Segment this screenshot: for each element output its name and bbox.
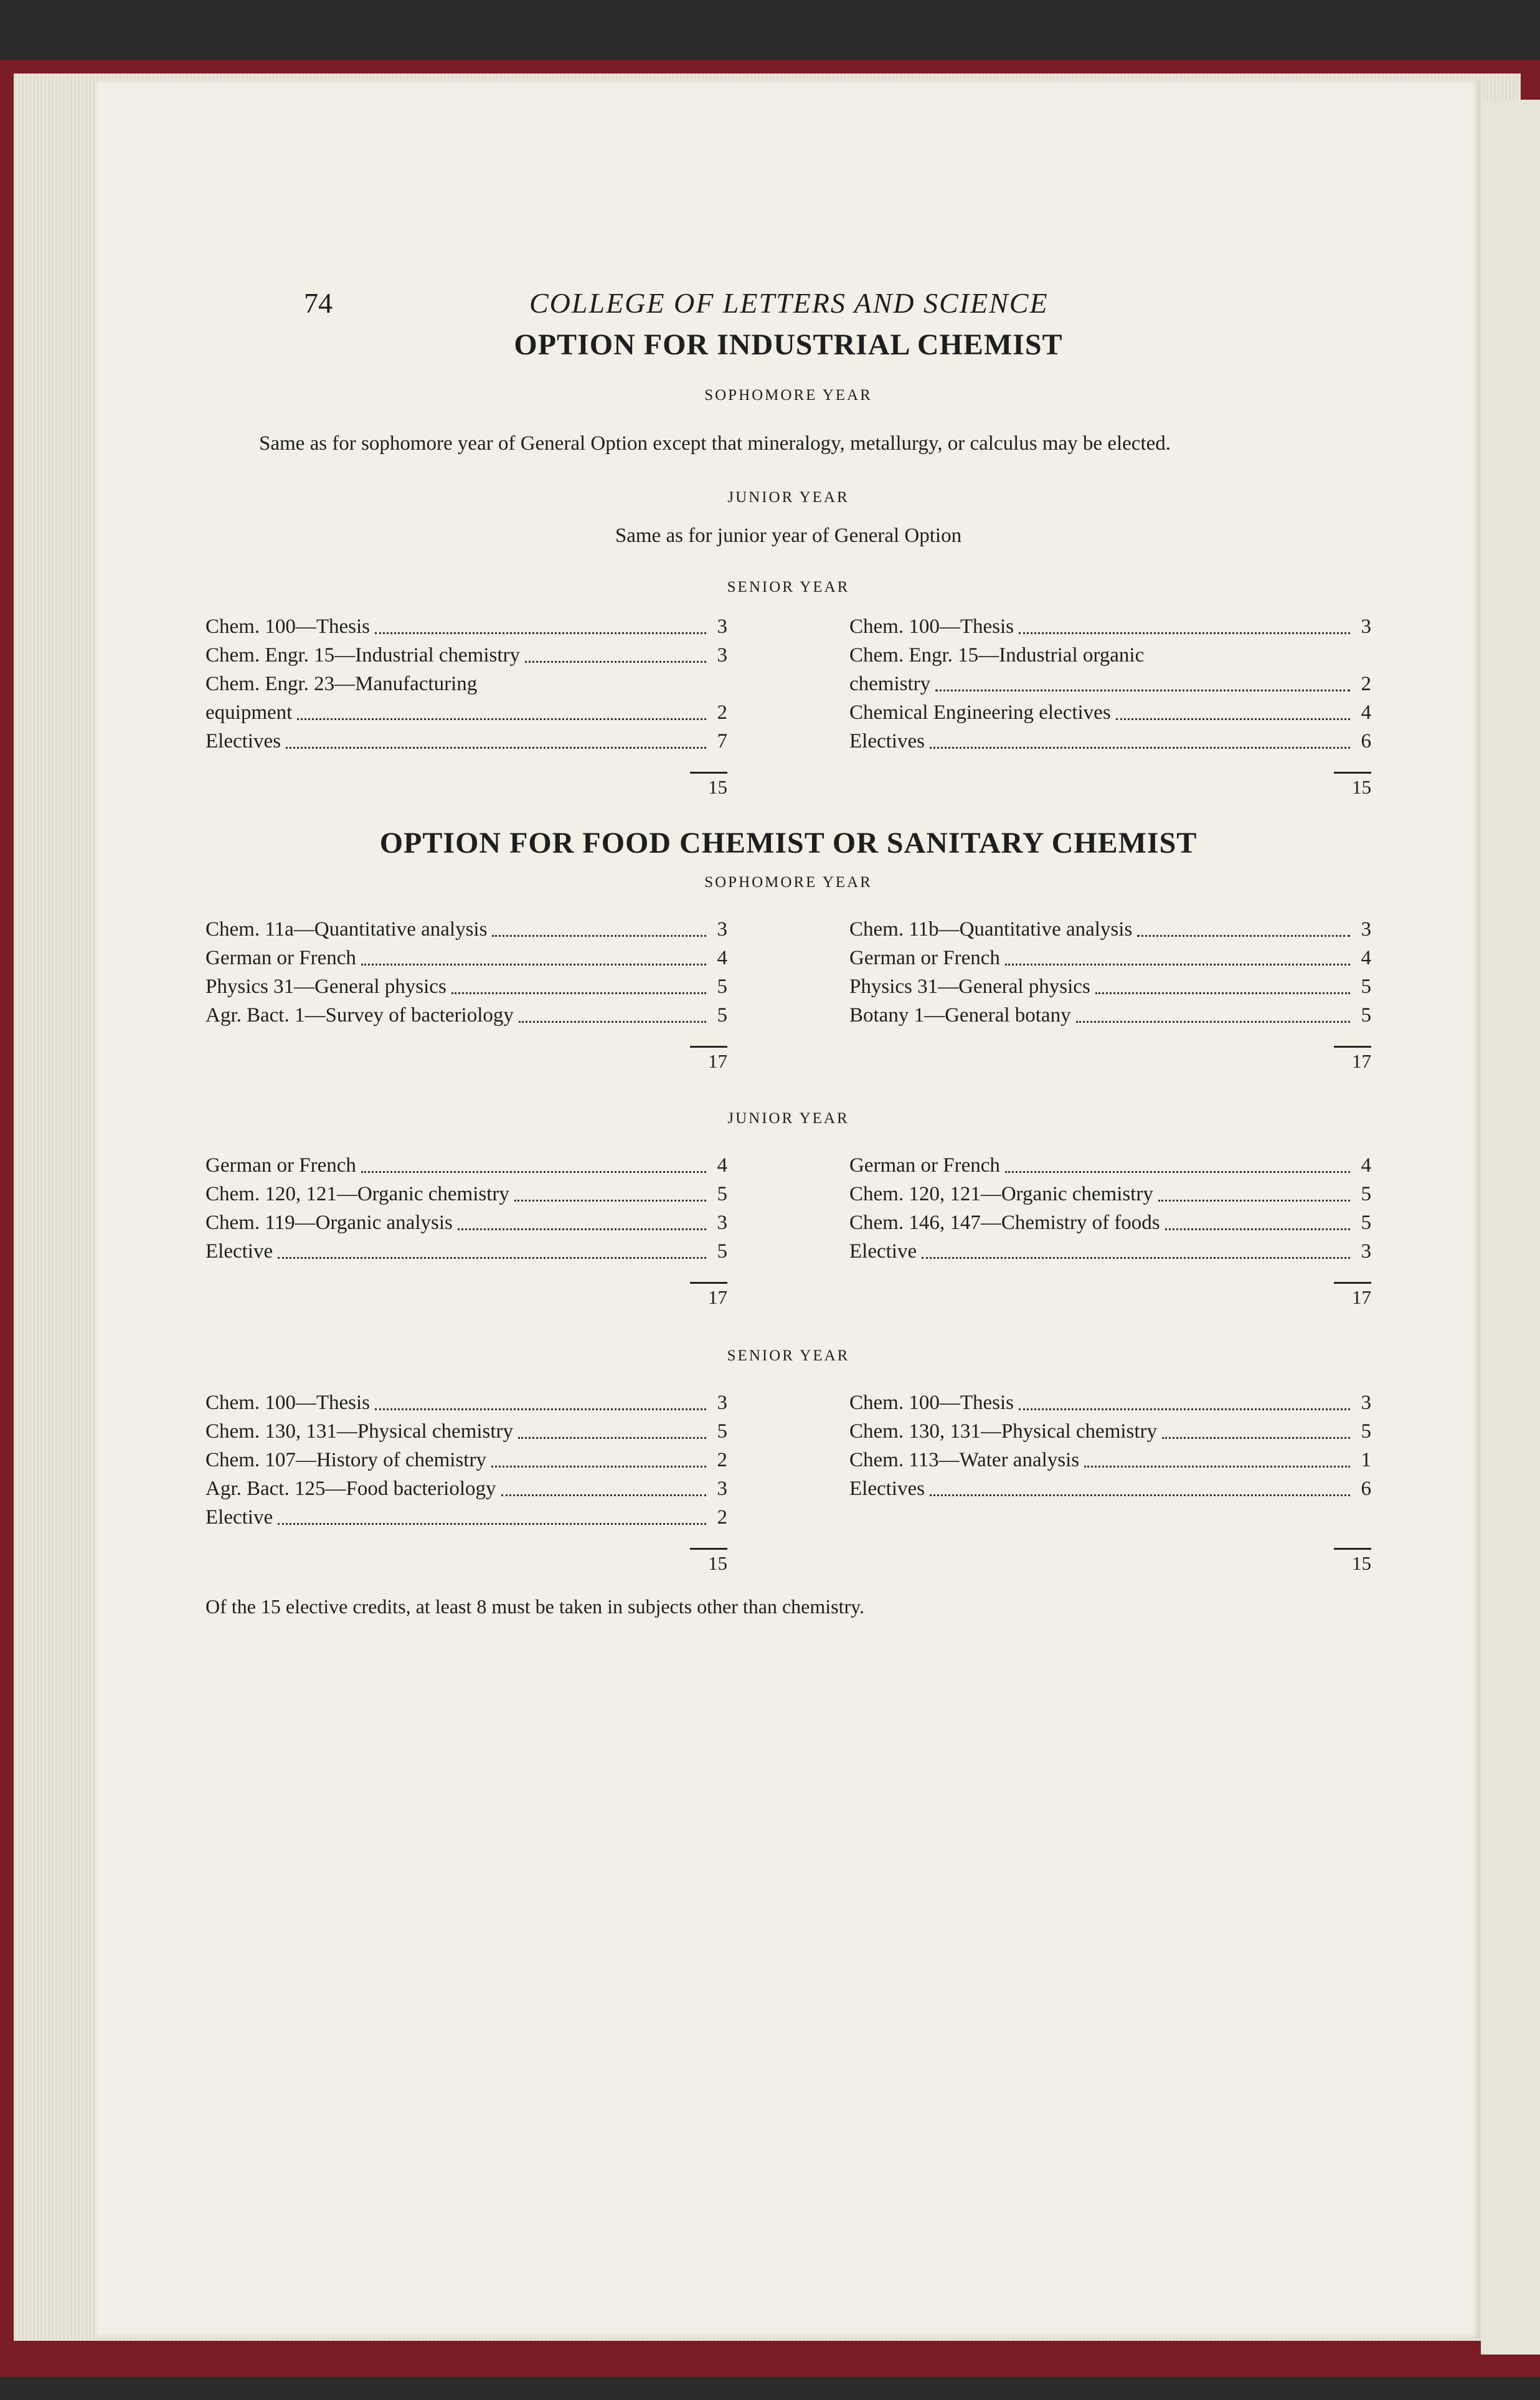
credit-value: 5 xyxy=(1361,1212,1371,1234)
dot-leader xyxy=(458,1228,706,1230)
credit-value: 3 xyxy=(1361,1240,1371,1263)
dot-leader xyxy=(278,1257,706,1259)
dot-leader xyxy=(1005,1171,1350,1173)
dot-leader xyxy=(492,935,706,937)
credit-value: 4 xyxy=(1361,1154,1371,1177)
course-name: German or French xyxy=(205,1154,356,1177)
credit-value: 3 xyxy=(717,918,727,941)
course-row xyxy=(849,1417,1371,1446)
course-name: Physics 31—General physics xyxy=(205,975,446,998)
dot-leader xyxy=(525,661,706,663)
total-credits: 17 xyxy=(1352,1050,1371,1072)
course-row xyxy=(849,1208,1371,1237)
course-name: Chem. 107—History of chemistry xyxy=(205,1449,486,1471)
course-row xyxy=(205,1503,727,1532)
credit-value: 4 xyxy=(717,947,727,969)
dot-leader xyxy=(1116,718,1350,720)
course-row xyxy=(849,1388,1371,1417)
course-name: Physics 31—General physics xyxy=(849,975,1090,998)
food-title: OPTION FOR FOOD CHEMIST OR SANITARY CHEMIST xyxy=(379,827,1198,860)
course-row xyxy=(849,972,1371,1001)
course-name: Chem. 146, 147—Chemistry of foods xyxy=(849,1212,1160,1234)
course-row xyxy=(205,1388,727,1417)
total-rule xyxy=(205,1046,727,1048)
dot-leader xyxy=(375,632,706,634)
course-name: Chem. 100—Thesis xyxy=(849,1392,1014,1414)
dot-leader xyxy=(1005,964,1350,965)
course-name: Elective xyxy=(205,1506,273,1529)
credit-value: 2 xyxy=(717,701,727,724)
credit-value: 3 xyxy=(717,1392,727,1414)
course-row xyxy=(849,641,1371,670)
course-name: Chem. 130, 131—Physical chemistry xyxy=(849,1420,1158,1443)
credit-value: 1 xyxy=(1361,1449,1371,1471)
dot-leader xyxy=(1084,1466,1350,1468)
credit-value: 3 xyxy=(717,615,727,638)
total-credits: 15 xyxy=(708,776,727,798)
course-row xyxy=(849,612,1371,641)
course-name: Chem. 11a—Quantitative analysis xyxy=(205,918,488,941)
course-row xyxy=(205,670,727,698)
course-name: Chem. 100—Thesis xyxy=(205,1392,370,1414)
course-row xyxy=(849,1180,1371,1208)
credit-value: 5 xyxy=(1361,1420,1371,1443)
total-credits: 15 xyxy=(1352,1552,1371,1574)
credit-value: 3 xyxy=(717,644,727,666)
food-senior-head: SENIOR YEAR xyxy=(727,1347,850,1364)
dot-leader xyxy=(1158,1200,1350,1202)
course-name: German or French xyxy=(849,1154,1000,1177)
course-name: Chem. Engr. 15—Industrial organic xyxy=(849,644,1145,666)
dot-leader xyxy=(375,1408,706,1410)
industrial-senior-head: SENIOR YEAR xyxy=(727,579,850,595)
course-row xyxy=(849,727,1371,756)
food-sophomore-right xyxy=(849,915,1371,1073)
dot-leader xyxy=(930,747,1350,749)
course-name: Chemical Engineering electives xyxy=(849,701,1111,724)
course-name: Chem. 119—Organic analysis xyxy=(205,1212,453,1234)
course-name: Elective xyxy=(205,1240,273,1263)
total-credits: 17 xyxy=(1352,1286,1371,1308)
course-name: Chem. 113—Water analysis xyxy=(849,1449,1080,1471)
course-name: Agr. Bact. 125—Food bacteriology xyxy=(205,1477,496,1500)
credit-value: 5 xyxy=(717,1240,727,1263)
course-name: Chem. 11b—Quantitative analysis xyxy=(849,918,1133,941)
industrial-senior-right xyxy=(849,612,1371,799)
credit-value: 7 xyxy=(717,730,727,752)
industrial-junior-text: Same as for junior year of General Option xyxy=(615,524,962,547)
dot-leader xyxy=(361,1171,706,1173)
total-credits: 15 xyxy=(708,1552,727,1574)
course-name: chemistry xyxy=(849,673,931,695)
dot-leader xyxy=(930,1494,1350,1496)
total-credits: 17 xyxy=(708,1286,727,1308)
total-rule xyxy=(205,1548,727,1550)
course-row xyxy=(849,1151,1371,1180)
industrial-sophomore-head: SOPHOMORE YEAR xyxy=(704,387,872,404)
course-name: German or French xyxy=(205,947,356,969)
food-junior-head: JUNIOR YEAR xyxy=(727,1110,849,1127)
credit-value: 3 xyxy=(717,1477,727,1500)
industrial-senior-table xyxy=(205,612,1371,799)
course-row xyxy=(205,915,727,944)
credit-value: 2 xyxy=(1361,673,1371,695)
industrial-senior-left xyxy=(205,612,727,799)
credit-value: 3 xyxy=(1361,615,1371,638)
course-row xyxy=(849,1503,1371,1532)
food-junior-table xyxy=(205,1151,1371,1309)
credit-value: 5 xyxy=(717,975,727,998)
course-row xyxy=(849,915,1371,944)
course-name: Chem. 100—Thesis xyxy=(205,615,370,638)
dot-leader xyxy=(451,992,706,994)
course-row xyxy=(205,1417,727,1446)
running-title: COLLEGE OF LETTERS AND SCIENCE xyxy=(529,287,1049,319)
dot-leader xyxy=(297,718,706,720)
course-row xyxy=(205,727,727,756)
dot-leader xyxy=(491,1466,706,1468)
course-row xyxy=(205,698,727,727)
course-name: Chem. 100—Thesis xyxy=(849,615,1014,638)
dot-leader xyxy=(1095,992,1350,994)
total-rule xyxy=(849,1046,1371,1048)
course-row xyxy=(205,1001,727,1030)
dot-leader xyxy=(1019,1408,1350,1410)
dot-leader xyxy=(519,1021,706,1023)
course-name: Chem. Engr. 23—Manufacturing xyxy=(205,673,478,695)
course-name: German or French xyxy=(849,947,1000,969)
credit-value: 5 xyxy=(1361,1183,1371,1205)
food-junior-left xyxy=(205,1151,727,1309)
credit-value: 2 xyxy=(717,1449,727,1471)
course-row xyxy=(205,612,727,641)
credit-value: 4 xyxy=(1361,947,1371,969)
total-rule xyxy=(849,1548,1371,1550)
food-sophomore-left xyxy=(205,915,727,1073)
course-row xyxy=(849,944,1371,972)
industrial-sophomore-text: Same as for sophomore year of General Option except that mineralogy, metallurgy, or calculus may be elected. xyxy=(259,432,1171,455)
course-row xyxy=(849,670,1371,698)
food-sophomore-table xyxy=(205,915,1371,1073)
course-name: Electives xyxy=(205,730,281,752)
dot-leader xyxy=(1165,1228,1350,1230)
credit-value: 5 xyxy=(1361,975,1371,998)
course-name: Chem. 120, 121—Organic chemistry xyxy=(205,1183,509,1205)
dot-leader xyxy=(1019,632,1350,634)
course-row xyxy=(205,972,727,1001)
credit-value: 6 xyxy=(1361,730,1371,752)
total-rule xyxy=(849,1282,1371,1284)
course-row xyxy=(205,944,727,972)
dot-leader xyxy=(361,964,706,965)
course-row xyxy=(205,1208,727,1237)
page-number: 74 xyxy=(304,287,333,319)
dot-leader xyxy=(514,1200,706,1202)
credit-value: 5 xyxy=(717,1004,727,1027)
course-row xyxy=(205,1180,727,1208)
total-rule xyxy=(205,1282,727,1284)
total-credits: 17 xyxy=(708,1050,727,1072)
dot-leader xyxy=(501,1494,706,1496)
industrial-junior-head: JUNIOR YEAR xyxy=(727,489,849,506)
food-senior-left xyxy=(205,1388,727,1575)
dot-leader xyxy=(278,1523,706,1525)
course-row xyxy=(849,698,1371,727)
page-content xyxy=(205,274,1371,1621)
facing-page-edge xyxy=(1481,100,1540,2355)
credit-value: 4 xyxy=(1361,701,1371,724)
elective-note: Of the 15 elective credits, at least 8 must be taken in subjects other than chemistry. xyxy=(205,1595,865,1618)
course-row xyxy=(849,1446,1371,1474)
dot-leader xyxy=(518,1437,706,1439)
dot-leader xyxy=(1162,1437,1350,1439)
credit-value: 6 xyxy=(1361,1477,1371,1500)
credit-value: 5 xyxy=(717,1183,727,1205)
credit-value: 3 xyxy=(1361,918,1371,941)
dot-leader xyxy=(922,1257,1350,1259)
course-row xyxy=(205,1237,727,1266)
dot-leader xyxy=(1076,1021,1350,1023)
course-name: Chem. Engr. 15—Industrial chemistry xyxy=(205,644,521,666)
total-rule xyxy=(205,772,727,774)
course-row xyxy=(205,1446,727,1474)
credit-value: 3 xyxy=(717,1212,727,1234)
course-name: Agr. Bact. 1—Survey of bacteriology xyxy=(205,1004,514,1027)
course-name: Electives xyxy=(849,730,925,752)
course-name: Elective xyxy=(849,1240,917,1263)
total-credits: 15 xyxy=(1352,776,1371,798)
credit-value: 4 xyxy=(717,1154,727,1177)
dot-leader xyxy=(286,747,706,749)
course-row xyxy=(849,1474,1371,1503)
course-row xyxy=(205,641,727,670)
course-name: equipment xyxy=(205,701,293,724)
industrial-title: OPTION FOR INDUSTRIAL CHEMIST xyxy=(514,328,1063,361)
course-row xyxy=(205,1151,727,1180)
food-senior-right xyxy=(849,1388,1371,1575)
food-junior-right xyxy=(849,1151,1371,1309)
course-name: Electives xyxy=(849,1477,925,1500)
total-rule xyxy=(849,772,1371,774)
course-name: Botany 1—General botany xyxy=(849,1004,1071,1027)
course-row xyxy=(849,1001,1371,1030)
course-name: Chem. 130, 131—Physical chemistry xyxy=(205,1420,514,1443)
dot-leader xyxy=(935,690,1350,691)
credit-value: 5 xyxy=(717,1420,727,1443)
food-senior-table xyxy=(205,1388,1371,1575)
running-head xyxy=(205,274,1371,324)
dot-leader xyxy=(1137,935,1350,937)
course-name: Chem. 120, 121—Organic chemistry xyxy=(849,1183,1153,1205)
credit-value: 5 xyxy=(1361,1004,1371,1027)
food-sophomore-head: SOPHOMORE YEAR xyxy=(704,874,872,891)
credit-value: 3 xyxy=(1361,1392,1371,1414)
credit-value: 2 xyxy=(717,1506,727,1529)
course-row xyxy=(849,1237,1371,1266)
course-row xyxy=(205,1474,727,1503)
